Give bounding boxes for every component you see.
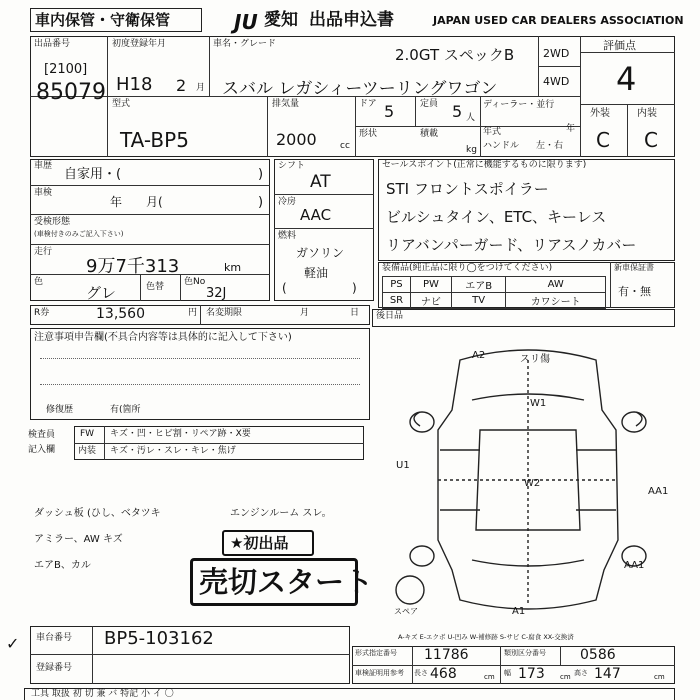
mileage-unit: km (224, 261, 242, 274)
acceptance-sub: (車検付きのみご記入下さい) (34, 230, 124, 238)
handwritten-note-4: エアB、カル (34, 560, 91, 571)
length-value: 468 (430, 666, 457, 682)
diagram-mark-aa1-right: AA1 (648, 486, 669, 497)
color-no-value: 32J (206, 286, 227, 301)
doors-label: ドア (359, 99, 377, 109)
selling-point-2: ビルシュタイン、ETC、キーレス (386, 208, 607, 226)
mileage-value: 9万7千313 (86, 256, 180, 277)
acceptance-label: 受検形態 (34, 217, 71, 227)
form-title: 出品申込書 (309, 10, 394, 30)
sell-start-stamp (190, 558, 374, 606)
exterior-label: 外装 (590, 108, 610, 119)
vehicle-grade: 2.0GT スペックB (395, 46, 515, 64)
score-label: 評価点 (603, 39, 636, 52)
header-left-title: 車内保管・守衛保管 (35, 11, 171, 29)
caution-label: 注意事項申告欄(不具合内容等は具体的に記入して下さい) (34, 332, 292, 343)
diagram-mark-aa1-bottom: AA1 (624, 560, 645, 571)
width-unit: cm (560, 673, 571, 681)
displacement-label: 排気量 (272, 99, 300, 109)
capacity-label: 積載 (420, 129, 439, 139)
shift-label: シフト (278, 161, 306, 171)
remarks-label: 記入欄 (28, 445, 56, 455)
interior-label: 内装 (637, 108, 657, 119)
header-left-title-box (30, 8, 202, 32)
chassis-label: 車台番号 (36, 633, 73, 643)
equip-leather: カワシート (506, 293, 606, 309)
seats-unit: 人 (466, 113, 476, 123)
left-margin-checkmark: ✓ (6, 634, 20, 653)
registration-era-year: H18 (116, 74, 153, 95)
reg-label: 登録番号 (36, 663, 73, 673)
selling-point-3: リアバンパーガード、リアスノカバー (386, 236, 637, 254)
selling-point-1: STI フロントスポイラー (386, 180, 549, 198)
width-value: 173 (518, 666, 545, 682)
inspection-close: ) (258, 195, 264, 210)
registration-month-unit: 月 (196, 83, 206, 93)
capacity-unit: kg (466, 145, 477, 155)
fuel-value-gasoline: ガソリン (296, 246, 345, 260)
handwritten-note-1: ダッシュ板 (ひし、ベタツキ (34, 508, 161, 519)
mileage-label: 走行 (34, 247, 53, 257)
score-value: 4 (616, 60, 637, 98)
first-listing-text: ★初出品 (230, 534, 289, 552)
ju-logo-mark: JU (234, 10, 258, 34)
equip-ps: PS (383, 277, 411, 293)
registration-month: 2 (176, 76, 187, 95)
damage-legend: A-キズ E-エクボ U-凹み W-補修跡 S-サビ C-腐食 XX-交換済 (398, 633, 574, 641)
fuel-value-diesel: 軽油 (304, 266, 329, 280)
diagram-mark-a2: A2 (472, 350, 486, 361)
fuel-paren-close: ) (352, 281, 357, 295)
diagram-mark-a1: A1 (512, 606, 526, 617)
shift-value: AT (310, 172, 331, 192)
recycle-label: R券 (34, 308, 50, 318)
recycle-value: 13,560 (96, 306, 145, 322)
fw-label: FW (80, 429, 95, 439)
lot-bracket-number: [2100] (44, 62, 88, 77)
class-no-label: 類別区分番号 (504, 649, 546, 657)
inner-label: 内装 (78, 446, 97, 456)
new-car-warranty-value: 有・無 (618, 285, 651, 298)
fw-text: キズ・凹・ヒビ割・リペア跡・X要 (110, 429, 251, 439)
height-label: 高さ (574, 669, 588, 677)
equip-tv: TV (451, 293, 505, 309)
handle-value: 左・右 (536, 141, 564, 151)
inspection-value: 年 月( (110, 195, 163, 209)
diagram-spare-label: スペア (394, 607, 418, 616)
drive-2wd: 2WD (543, 47, 570, 60)
class-no-value: 0586 (580, 647, 616, 663)
shape-label: 形状 (359, 129, 378, 139)
model-label: 型式 (112, 99, 131, 109)
year-unit: 年 (566, 124, 576, 134)
year-label: 年式 (483, 127, 502, 137)
diagram-mark-scratch: スリ傷 (520, 354, 550, 365)
trim-label: 色替 (146, 282, 165, 292)
doors-value: 5 (384, 102, 395, 121)
repair-label: 修復歴 (46, 405, 74, 415)
form-subtitle: JAPAN USED CAR DEALERS ASSOCIATION (433, 14, 684, 27)
diagram-mark-w1: W1 (530, 398, 547, 409)
inspector-label: 検査員 (28, 430, 56, 440)
cert-label: 車検証明用参考 (355, 669, 404, 677)
fuel-paren-open: ( (282, 281, 287, 295)
ac-value: AAC (300, 206, 332, 224)
seats-label: 定員 (420, 99, 439, 109)
first-listing-stamp (222, 530, 314, 556)
seats-value: 5 (452, 102, 463, 121)
selling-points-label: セールスポイント(正常に機能するものに限ります) (382, 160, 587, 170)
handwritten-note-2: エンジンルーム スレ。 (230, 508, 332, 519)
inner-text: キズ・汚レ・スレ・キレ・焦げ (110, 446, 236, 456)
dealer-label: ディーラー・並行 (483, 100, 555, 110)
height-unit: cm (654, 673, 665, 681)
ac-label: 冷房 (278, 197, 297, 207)
form-no-value: 11786 (424, 647, 469, 663)
handwritten-note-3: アミラー、AW キズ (34, 534, 123, 545)
handle-label: ハンドル (483, 141, 520, 151)
equip-sr: SR (383, 293, 411, 309)
vehicle-name: スバル レガシィーツーリングワゴン (222, 79, 498, 99)
new-car-warranty-label: 新車保証書 (614, 263, 654, 272)
recycle-month: 月 (300, 308, 310, 318)
color-label: 色 (34, 277, 44, 287)
model-value: TA-BP5 (120, 128, 189, 152)
lot-label: 出品番号 (34, 39, 71, 49)
height-value: 147 (594, 666, 621, 682)
equip-aw: AW (506, 277, 606, 293)
inspection-label: 車検 (34, 188, 53, 198)
usage-close: ) (258, 167, 264, 182)
sell-start-text: 売切スタート (199, 565, 374, 599)
equip-airbag: エアB (451, 277, 505, 293)
ju-logo (234, 10, 258, 34)
form-no-label: 形式指定番号 (355, 649, 397, 657)
drive-4wd: 4WD (543, 75, 570, 88)
fuel-label: 燃料 (278, 231, 297, 241)
equipment-label: 装備品(純正品に限り◯をつけてください) (382, 263, 553, 273)
color-value: グレ (86, 284, 117, 302)
chassis-value: BP5-103162 (104, 628, 214, 649)
lot-number: 85079 (36, 80, 106, 105)
equip-pw: PW (410, 277, 451, 293)
repair-value: 有(箇所 (110, 405, 141, 415)
recycle-unit: 円 (188, 308, 198, 318)
equip-navi: ナビ (410, 293, 451, 309)
org-name: 愛知 (264, 10, 298, 30)
displacement-value: 2000 (276, 130, 317, 149)
tool-row-text: 工具 取扱 初 切 兼 バ 特記 小 イ 〇 (31, 689, 174, 699)
later-items-label: 後日品 (376, 311, 404, 321)
interior-value: C (644, 128, 658, 152)
equipment-table (382, 276, 606, 309)
tool-row (24, 688, 675, 700)
usage-value: 自家用・( (64, 167, 122, 182)
exterior-value: C (596, 128, 610, 152)
vehicle-label: 車名・グレード (213, 39, 277, 49)
displacement-unit: cc (340, 141, 350, 151)
diagram-mark-w2: W2 (524, 478, 541, 489)
usage-label: 車歴 (34, 161, 53, 171)
diagram-mark-u1: U1 (396, 460, 410, 471)
color-no-label: 色No (184, 277, 206, 287)
registration-label: 初度登録年月 (112, 39, 167, 49)
width-label: 幅 (504, 669, 511, 677)
length-unit: cm (484, 673, 495, 681)
length-label: 長さ (414, 669, 428, 677)
recycle-day: 日 (350, 308, 360, 318)
recycle-date-label: 名変期限 (206, 308, 243, 318)
later-items-block (372, 309, 675, 327)
